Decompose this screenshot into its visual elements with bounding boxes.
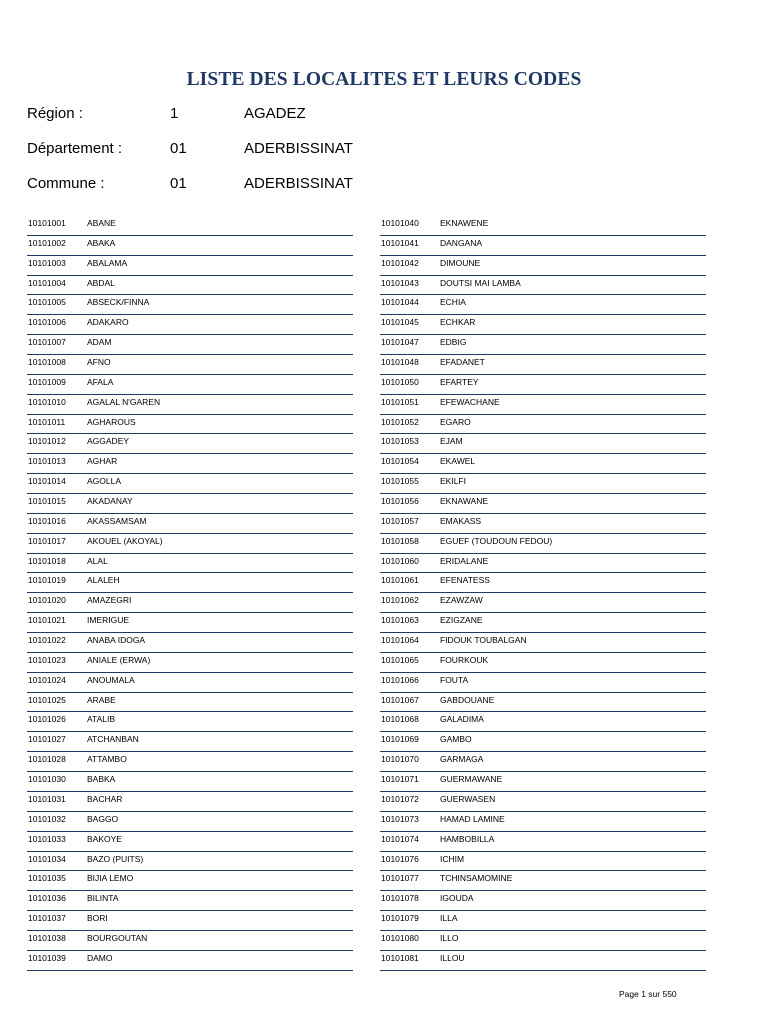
list-item	[380, 415, 706, 435]
list-item	[27, 653, 353, 673]
localite-code: 10101073	[381, 813, 419, 824]
localite-code: 10101027	[28, 734, 66, 745]
list-item	[27, 633, 353, 653]
localite-code: 10101032	[28, 813, 66, 824]
list-item	[27, 315, 353, 335]
commune-name: ADERBISSINAT	[244, 175, 353, 192]
localite-code: 10101004	[28, 277, 66, 288]
localite-name: DANGANA	[440, 237, 483, 248]
list-item	[27, 554, 353, 574]
list-item	[380, 514, 706, 534]
localite-code: 10101028	[28, 754, 66, 765]
localite-code: 10101006	[28, 317, 66, 328]
list-item	[27, 534, 353, 554]
localite-code: 10101038	[28, 932, 66, 943]
list-item	[27, 712, 353, 732]
localite-name: EKILFI	[440, 476, 466, 487]
list-item	[380, 295, 706, 315]
departement-name: ADERBISSINAT	[244, 140, 353, 157]
localite-code: 10101003	[28, 257, 66, 268]
list-item	[27, 891, 353, 911]
localite-code: 10101068	[381, 714, 419, 725]
list-item	[27, 593, 353, 613]
localite-code: 10101065	[381, 654, 419, 665]
list-item	[27, 236, 353, 256]
list-item	[27, 613, 353, 633]
localite-code: 10101057	[381, 515, 419, 526]
localite-name: AKOUEL (AKOYAL)	[87, 535, 163, 546]
localite-name: ARABE	[87, 694, 116, 705]
localite-name: EFEWACHANE	[440, 396, 500, 407]
localite-name: EGARO	[440, 416, 471, 427]
localite-name: FOUTA	[440, 674, 469, 685]
list-item	[380, 871, 706, 891]
localite-code: 10101063	[381, 615, 419, 626]
list-item	[27, 474, 353, 494]
localite-name: GABDOUANE	[440, 694, 495, 705]
localite-name: ADAM	[87, 337, 112, 348]
list-item	[27, 295, 353, 315]
list-item	[27, 812, 353, 832]
localite-name: FOURKOUK	[440, 654, 489, 665]
localite-code: 10101015	[28, 496, 66, 507]
localite-code: 10101034	[28, 853, 66, 864]
page-number: Page 1 sur 550	[619, 989, 677, 999]
localite-name: ALAL	[87, 555, 108, 566]
list-item	[27, 792, 353, 812]
localite-code: 10101062	[381, 595, 419, 606]
localite-code: 10101077	[381, 873, 419, 884]
localite-name: ILLA	[440, 913, 458, 924]
localite-name: GUERWASEN	[440, 793, 496, 804]
localite-code: 10101080	[381, 932, 419, 943]
localite-code: 10101069	[381, 734, 419, 745]
localite-code: 10101033	[28, 833, 66, 844]
localite-code: 10101056	[381, 496, 419, 507]
localite-name: EZAWZAW	[440, 595, 483, 606]
localite-code: 10101002	[28, 237, 66, 248]
list-item	[380, 554, 706, 574]
list-item	[380, 454, 706, 474]
departement-code: 01	[170, 140, 187, 157]
list-item	[27, 276, 353, 296]
localite-name: AFNO	[87, 357, 111, 368]
localite-name: EKNAWENE	[440, 218, 489, 228]
localite-name: EFADANET	[440, 357, 485, 368]
localite-name: AFALA	[87, 376, 114, 387]
localite-name: ATALIB	[87, 714, 116, 725]
localites-list-right	[380, 216, 706, 971]
list-item	[380, 375, 706, 395]
page-title: LISTE DES LOCALITES ET LEURS CODES	[186, 69, 582, 90]
localite-name: IGOUDA	[440, 893, 474, 904]
list-item	[27, 375, 353, 395]
localite-code: 10101052	[381, 416, 419, 427]
localite-name: ECHIA	[440, 297, 466, 308]
list-item	[380, 633, 706, 653]
region-label: Région :	[27, 105, 83, 122]
list-item	[380, 752, 706, 772]
list-item	[27, 573, 353, 593]
localite-name: ADAKARO	[87, 317, 129, 328]
list-item	[380, 891, 706, 911]
localite-code: 10101064	[381, 635, 419, 646]
localite-code: 10101030	[28, 774, 66, 785]
localite-code: 10101017	[28, 535, 66, 546]
localite-name: AGHAROUS	[87, 416, 136, 427]
localite-name: GUERMAWANE	[440, 774, 503, 785]
localite-name: BACHAR	[87, 793, 123, 804]
localite-name: BAKOYE	[87, 833, 122, 844]
list-item	[380, 613, 706, 633]
localite-name: DAMO	[87, 952, 113, 963]
localite-name: ABALAMA	[87, 257, 128, 268]
list-item	[27, 415, 353, 435]
localite-name: AGOLLA	[87, 476, 122, 487]
localite-code: 10101041	[381, 237, 419, 248]
list-item	[380, 355, 706, 375]
localite-code: 10101009	[28, 376, 66, 387]
localite-code: 10101016	[28, 515, 66, 526]
localite-name: EZIGZANE	[440, 615, 483, 626]
localite-code: 10101060	[381, 555, 419, 566]
list-item	[27, 852, 353, 872]
localite-code: 10101048	[381, 357, 419, 368]
localite-code: 10101067	[381, 694, 419, 705]
localite-code: 10101008	[28, 357, 66, 368]
localite-name: BABKA	[87, 774, 116, 785]
list-item	[27, 454, 353, 474]
localite-name: ILLO	[440, 932, 459, 943]
localite-code: 10101066	[381, 674, 419, 685]
localite-name: BAGGO	[87, 813, 119, 824]
localite-code: 10101061	[381, 575, 419, 586]
commune-label: Commune :	[27, 175, 105, 192]
localite-code: 10101023	[28, 654, 66, 665]
localite-code: 10101043	[381, 277, 419, 288]
localite-code: 10101054	[381, 456, 419, 467]
localite-code: 10101037	[28, 913, 66, 924]
list-item	[380, 772, 706, 792]
localite-name: DIMOUNE	[440, 257, 481, 268]
localite-code: 10101078	[381, 893, 419, 904]
localite-code: 10101036	[28, 893, 66, 904]
list-item	[380, 732, 706, 752]
localite-name: BOURGOUTAN	[87, 932, 148, 943]
localite-code: 10101058	[381, 535, 419, 546]
localite-name: BIJIA LEMO	[87, 873, 134, 884]
list-item	[27, 931, 353, 951]
localite-name: AGALAL N'GAREN	[87, 396, 161, 407]
localite-code: 10101018	[28, 555, 66, 566]
list-item	[27, 911, 353, 931]
localite-name: ATCHANBAN	[87, 734, 139, 745]
list-item	[27, 673, 353, 693]
localite-code: 10101031	[28, 793, 66, 804]
localite-name: DOUTSI MAI LAMBA	[440, 277, 521, 288]
localite-code: 10101040	[381, 218, 419, 228]
localite-name: ANABA IDOGA	[87, 635, 146, 646]
list-item	[27, 951, 353, 971]
list-item	[380, 693, 706, 713]
localite-name: BILINTA	[87, 893, 119, 904]
localite-code: 10101039	[28, 952, 66, 963]
localite-name: ANOUMALA	[87, 674, 135, 685]
list-item	[27, 395, 353, 415]
list-item	[27, 434, 353, 454]
localite-name: ECHKAR	[440, 317, 476, 328]
localite-name: ABSECK/FINNA	[87, 297, 150, 308]
list-item	[380, 256, 706, 276]
localite-name: EDBIG	[440, 337, 467, 348]
list-item	[27, 832, 353, 852]
localite-code: 10101045	[381, 317, 419, 328]
localite-code: 10101081	[381, 952, 419, 963]
list-item	[380, 931, 706, 951]
list-item	[27, 335, 353, 355]
localite-name: EGUEF (TOUDOUN FEDOU)	[440, 535, 553, 546]
localite-code: 10101014	[28, 476, 66, 487]
localite-code: 10101044	[381, 297, 419, 308]
localite-name: ABAKA	[87, 237, 116, 248]
list-item	[380, 673, 706, 693]
localite-code: 10101010	[28, 396, 66, 407]
list-item	[380, 951, 706, 971]
localite-name: AGHAR	[87, 456, 118, 467]
localite-code: 10101053	[381, 436, 419, 447]
localite-name: GALADIMA	[440, 714, 484, 725]
localite-code: 10101074	[381, 833, 419, 844]
list-item	[27, 732, 353, 752]
localite-code: 10101035	[28, 873, 66, 884]
list-item	[380, 534, 706, 554]
localite-code: 10101026	[28, 714, 66, 725]
localite-code: 10101021	[28, 615, 66, 626]
localite-name: FIDOUK TOUBALGAN	[440, 635, 527, 646]
list-item	[380, 315, 706, 335]
localite-name: IMERIGUE	[87, 615, 130, 626]
list-item	[380, 832, 706, 852]
localite-name: BAZO (PUITS)	[87, 853, 144, 864]
list-item	[380, 712, 706, 732]
localite-name: EJAM	[440, 436, 463, 447]
list-item	[380, 335, 706, 355]
list-item	[380, 852, 706, 872]
list-item	[380, 573, 706, 593]
localite-name: ATTAMBO	[87, 754, 127, 765]
localite-name: HAMBOBILLA	[440, 833, 495, 844]
list-item	[27, 216, 353, 236]
list-item	[27, 871, 353, 891]
localite-code: 10101011	[28, 416, 66, 427]
list-item	[380, 216, 706, 236]
localite-code: 10101050	[381, 376, 419, 387]
list-item	[380, 792, 706, 812]
localite-name: AMAZEGRI	[87, 595, 132, 606]
localite-name: AGGADEY	[87, 436, 130, 447]
localite-code: 10101019	[28, 575, 66, 586]
localite-name: EFARTEY	[440, 376, 479, 387]
localite-code: 10101055	[381, 476, 419, 487]
localite-name: AKADANAY	[87, 496, 133, 507]
region-code: 1	[170, 105, 179, 122]
localite-code: 10101047	[381, 337, 419, 348]
list-item	[380, 494, 706, 514]
localite-code: 10101042	[381, 257, 419, 268]
localite-name: HAMAD LAMINE	[440, 813, 505, 824]
localite-code: 10101013	[28, 456, 66, 467]
localite-name: ALALEH	[87, 575, 120, 586]
list-item	[380, 276, 706, 296]
localite-code: 10101020	[28, 595, 66, 606]
localite-code: 10101051	[381, 396, 419, 407]
commune-code: 01	[170, 175, 187, 192]
localite-name: ABDAL	[87, 277, 115, 288]
departement-label: Département :	[27, 140, 123, 157]
localite-code: 10101070	[381, 754, 419, 765]
localite-name: GARMAGA	[440, 754, 484, 765]
localite-code: 10101001	[28, 218, 66, 228]
localite-name: ERIDALANE	[440, 555, 489, 566]
localite-name: ANIALE (ERWA)	[87, 654, 151, 665]
localite-code: 10101012	[28, 436, 66, 447]
localite-code: 10101076	[381, 853, 419, 864]
localite-name: EMAKASS	[440, 515, 482, 526]
localite-code: 10101024	[28, 674, 66, 685]
localite-name: EKAWEL	[440, 456, 476, 467]
localite-code: 10101025	[28, 694, 66, 705]
localite-code: 10101022	[28, 635, 66, 646]
localite-name: GAMBO	[440, 734, 472, 745]
list-item	[380, 593, 706, 613]
localite-code: 10101079	[381, 913, 419, 924]
list-item	[27, 355, 353, 375]
localite-name: ILLOU	[440, 952, 465, 963]
list-item	[27, 752, 353, 772]
localites-list-left	[27, 216, 353, 971]
localite-name: AKASSAMSAM	[87, 515, 147, 526]
localite-name: EFENATESS	[440, 575, 490, 586]
list-item	[27, 256, 353, 276]
localite-code: 10101071	[381, 774, 419, 785]
list-item	[27, 693, 353, 713]
list-item	[380, 474, 706, 494]
localite-name: ABANE	[87, 218, 116, 228]
region-name: AGADEZ	[244, 105, 306, 122]
list-item	[380, 812, 706, 832]
list-item	[380, 395, 706, 415]
localite-code: 10101005	[28, 297, 66, 308]
localite-code: 10101072	[381, 793, 419, 804]
list-item	[27, 772, 353, 792]
list-item	[380, 911, 706, 931]
list-item	[380, 434, 706, 454]
localite-name: TCHINSAMOMINE	[440, 873, 513, 884]
list-item	[27, 494, 353, 514]
list-item	[380, 653, 706, 673]
list-item	[27, 514, 353, 534]
localite-code: 10101007	[28, 337, 66, 348]
localite-name: BORI	[87, 913, 108, 924]
localite-name: EKNAWANE	[440, 496, 489, 507]
list-item	[380, 236, 706, 256]
localite-name: ICHIM	[440, 853, 465, 864]
